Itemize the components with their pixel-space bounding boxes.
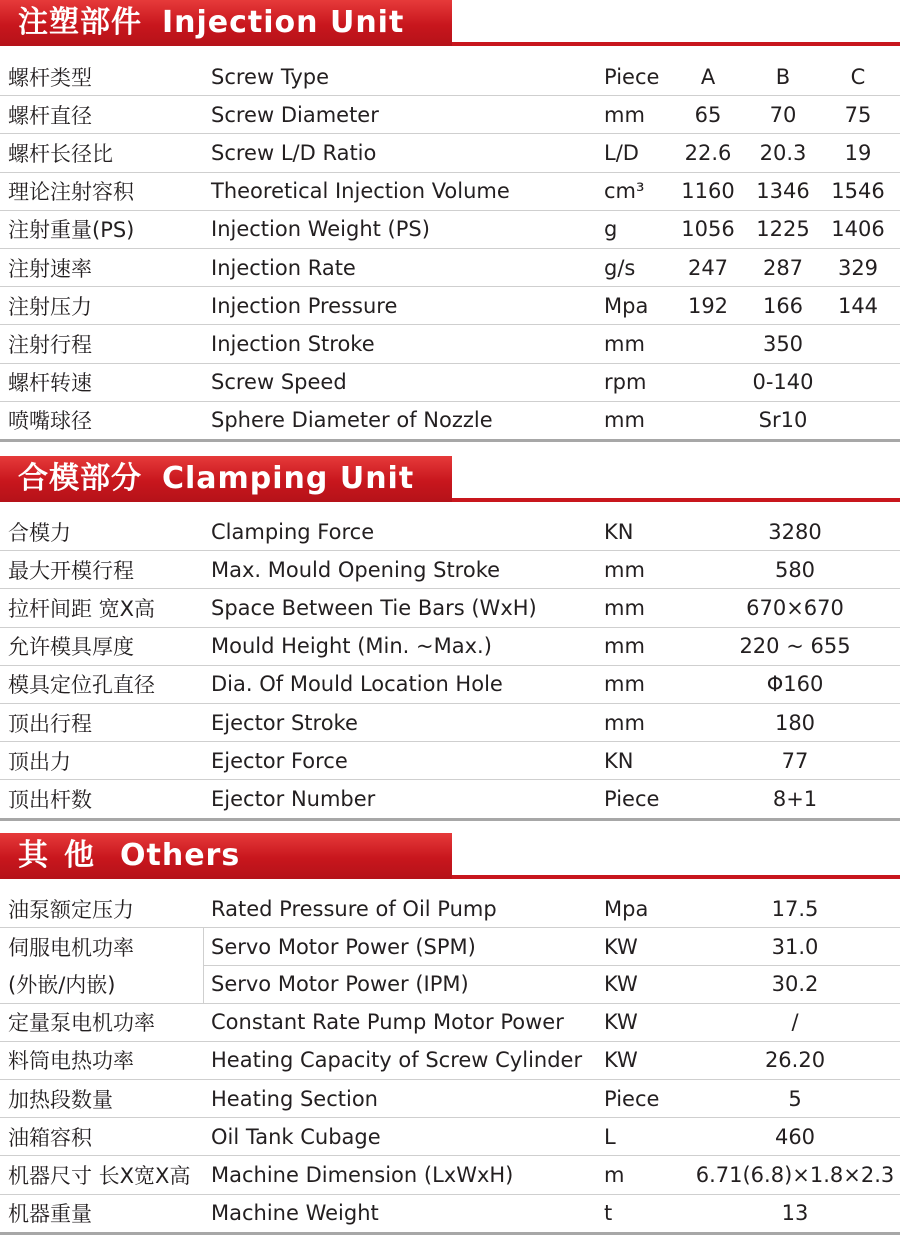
table-row: 最大开模行程 Max. Mould Opening Stroke mm 580	[0, 551, 900, 589]
clamping-table	[0, 513, 900, 821]
table-row: 顶出杆数 Ejector Number Piece 8+1	[0, 780, 900, 820]
clamping-banner	[0, 456, 900, 502]
clamping-title-en: Clamping Unit	[162, 461, 415, 496]
table-row: 理论注射容积 Theoretical Injection Volume cm³ 1160 1346 1546	[0, 173, 900, 211]
table-row: 螺杆类型 Screw Type Piece A B C	[0, 58, 900, 96]
banner-rule	[452, 498, 900, 502]
table-row: 定量泵电机功率 Constant Rate Pump Motor Power KW /	[0, 1004, 900, 1042]
injection-banner	[0, 0, 900, 46]
table-row: 顶出力 Ejector Force KN 77	[0, 742, 900, 780]
banner-rule	[452, 42, 900, 46]
table-row: 料筒电热功率 Heating Capacity of Screw Cylinder KW 26.20	[0, 1042, 900, 1080]
table-row: 伺服电机功率 Servo Motor Power (SPM) KW 31.0	[0, 928, 900, 965]
table-row: 螺杆长径比 Screw L/D Ratio L/D 22.6 20.3 19	[0, 134, 900, 172]
others-title-en: Others	[120, 838, 241, 873]
others-title-cn: 其他	[18, 838, 110, 873]
table-row: 喷嘴球径 Sphere Diameter of Nozzle mm Sr10	[0, 402, 900, 442]
injection-title-en: Injection Unit	[162, 5, 405, 40]
table-row: 机器尺寸 长X宽X高 Machine Dimension (LxWxH) m 6.71(6.8)×1.8×2.3	[0, 1156, 900, 1194]
table-row: (外嵌/内嵌) Servo Motor Power (IPM) KW 30.2	[0, 965, 900, 1003]
others-section	[0, 833, 900, 1235]
table-row: 注射行程 Injection Stroke mm 350	[0, 325, 900, 363]
banner-rule	[452, 875, 900, 879]
table-row: 加热段数量 Heating Section Piece 5	[0, 1080, 900, 1118]
injection-table	[0, 58, 900, 442]
table-row: 油泵额定压力 Rated Pressure of Oil Pump Mpa 17.5	[0, 890, 900, 928]
table-row: 注射压力 Injection Pressure Mpa 192 166 144	[0, 287, 900, 325]
table-row: 注射重量(PS) Injection Weight (PS) g 1056 1225 1406	[0, 211, 900, 249]
injection-title-cn: 注塑部件	[18, 5, 142, 40]
table-row: 螺杆转速 Screw Speed rpm 0-140	[0, 364, 900, 402]
table-row: 模具定位孔直径 Dia. Of Mould Location Hole mm Φ160	[0, 666, 900, 704]
table-row: 螺杆直径 Screw Diameter mm 65 70 75	[0, 96, 900, 134]
clamping-title-cn: 合模部分	[18, 461, 142, 496]
table-row: 机器重量 Machine Weight t 13	[0, 1195, 900, 1235]
table-row: 顶出行程 Ejector Stroke mm 180	[0, 704, 900, 742]
table-row: 允许模具厚度 Mould Height (Min. ~Max.) mm 220 ~ 655	[0, 628, 900, 666]
clamping-section	[0, 456, 900, 821]
injection-section	[0, 0, 900, 442]
table-row: 合模力 Clamping Force KN 3280	[0, 513, 900, 551]
table-row: 油箱容积 Oil Tank Cubage L 460	[0, 1118, 900, 1156]
others-banner	[0, 833, 900, 879]
table-row: 拉杆间距 宽X高 Space Between Tie Bars (WxH) mm 670×670	[0, 589, 900, 627]
others-table	[0, 890, 900, 1235]
table-row: 注射速率 Injection Rate g/s 247 287 329	[0, 249, 900, 287]
